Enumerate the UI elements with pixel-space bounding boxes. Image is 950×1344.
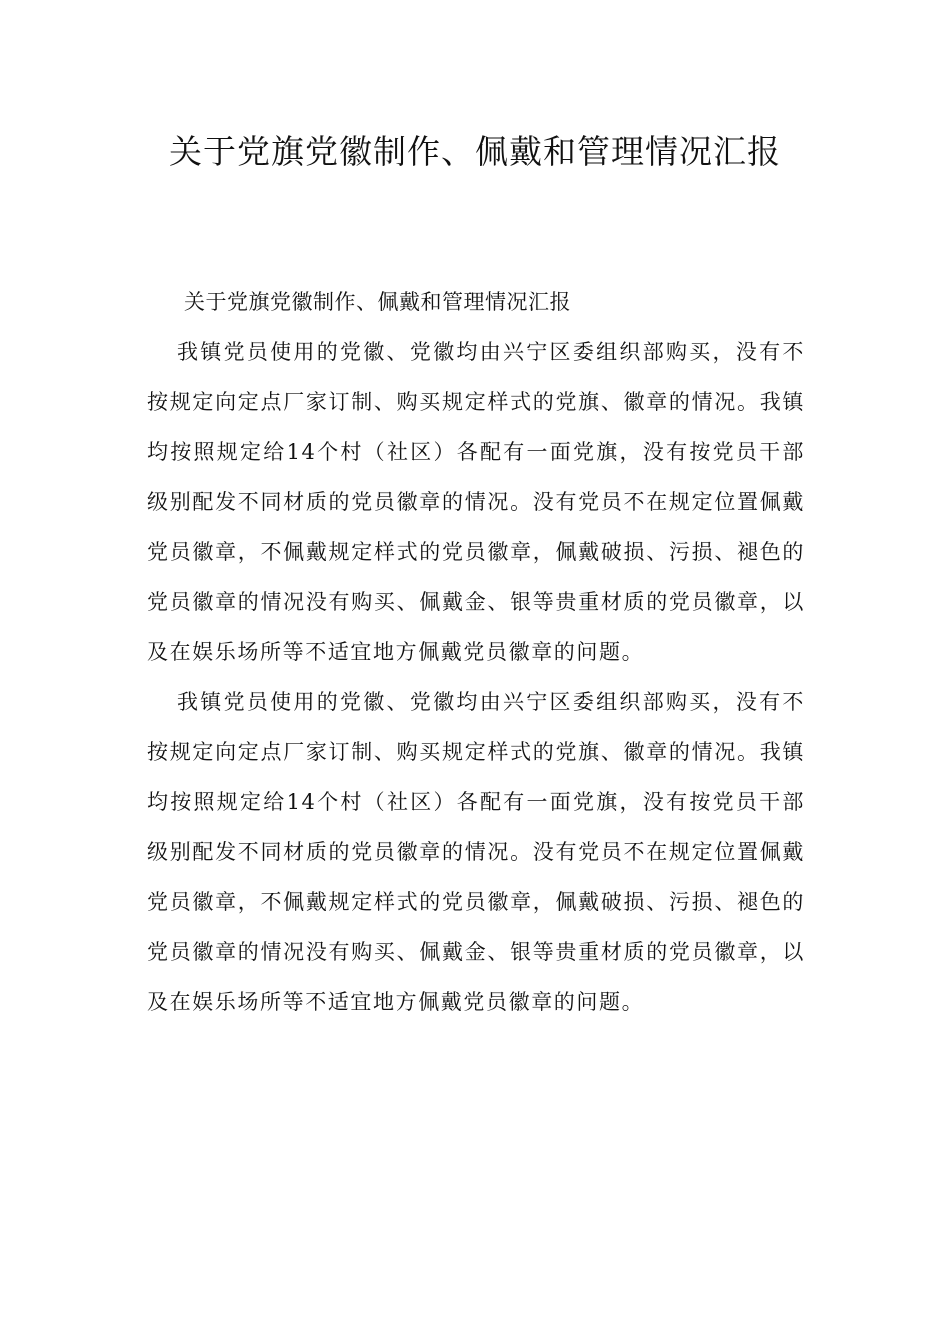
- document-title: 关于党旗党徽制作、佩戴和管理情况汇报: [169, 132, 781, 171]
- body-paragraph-2: 我镇党员使用的党徽、党徽均由兴宁区委组织部购买，没有不按规定向定点厂家订制、购买规定样式的党旗、徽章的情况。我镇均按照规定给14个村（社区）各配有一面党旗，没有按党员干部级别配发不同材质的党员徽章的情况。没有党员不在规定位置佩戴党员徽章，不佩戴规定样式的党员徽章，佩戴破损、污损、褪色的党员徽章的情况没有购买、佩戴金、银等贵重材质的党员徽章，以及在娱乐场所等不适宜地方佩戴党员徽章的问题。: [147, 690, 805, 1014]
- document-subtitle: 关于党旗党徽制作、佩戴和管理情况汇报: [184, 290, 571, 314]
- document-body: [147, 277, 805, 1027]
- body-paragraph-1: 我镇党员使用的党徽、党徽均由兴宁区委组织部购买，没有不按规定向定点厂家订制、购买规定样式的党旗、徽章的情况。我镇均按照规定给14个村（社区）各配有一面党旗，没有按党员干部级别配发不同材质的党员徽章的情况。没有党员不在规定位置佩戴党员徽章，不佩戴规定样式的党员徽章，佩戴破损、污损、褪色的党员徽章的情况没有购买、佩戴金、银等贵重材质的党员徽章，以及在娱乐场所等不适宜地方佩戴党员徽章的问题。: [147, 340, 805, 664]
